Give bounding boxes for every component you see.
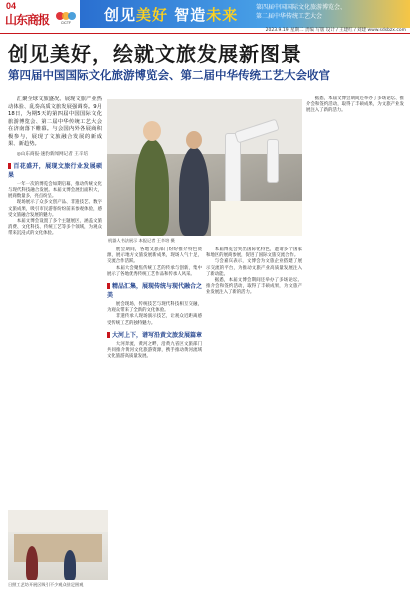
masthead: [0, 0, 410, 33]
section-title-1-text: 百花盛开，展现文旅行业发展硕果: [8, 162, 102, 179]
banner-sub-line-2: 第二届中华传统工艺大会: [256, 13, 323, 20]
slogan-part-3: 智造: [174, 6, 207, 24]
paragraph: 现场展示了众多文创产品、非遗技艺、数字文旅成果，吸引市民游客纷纷前来参观体验，感受文旅融合发展的魅力。: [8, 200, 102, 218]
column-1: [8, 96, 102, 508]
page-number: 04: [6, 1, 17, 11]
paragraph: 据悉，本届文博会期间还举办了多场论坛、推介会和签约活动，取得了丰硕成果，为文旅产业发展注入了新的活力。: [306, 96, 404, 114]
paper-name: 山东商报: [5, 13, 50, 27]
paragraph: 本届大会聚焦传统工艺的传承与创新，集中展示了各地优秀传统工艺作品和传承人风采。: [107, 265, 202, 277]
slogan-part-2: 美好: [136, 6, 169, 24]
paragraph: 一年一次的博览会如期启幕，推动传统文化与现代科技融合发展。本届文博会展出面积大，展商数量多，亮点纷呈。: [8, 181, 102, 200]
column-4: [306, 96, 404, 582]
byline: ◎山东商报·速豹新闻网记者 王辛培: [16, 151, 89, 157]
dateline-text: 2023.9.19 星期二 责编 写版 设计 / 王建红 / 刘建 www.sdsbzx.com: [265, 28, 406, 33]
paragraph: 非遗传承人现场演示技艺，让观众近距离感受传统工艺的独特魅力。: [107, 314, 202, 326]
paragraph: 展会现场，传统技艺与现代科技相互交融，为观众带来了全新的文化体验。: [107, 302, 202, 314]
paragraph: 本届文博会设置了多个主题展区，涵盖文旅消费、文化科技、传统工艺等多个领域，为观众带来沉浸式的文化体验。: [8, 218, 102, 237]
banner-sub-line-1: 第四届中国国际文化旅游博览会、: [256, 4, 347, 11]
section-title-3-text: 大河上下，谱写沿黄文旅发展篇章: [112, 331, 202, 339]
lead-paragraph: 汇聚全球文旅盛况、展现文旅产业热动体验、乱奏高质文旅发展强调奏。9月18日，为期5天的第四届中国国际文化旅游博览会、第二届中华传统工艺大会在济南落下帷幕。与会国内外各展商积极参与，展现了文旅融合发展的新成果、新趋势。: [8, 96, 102, 147]
slogan-part-4: 未来: [206, 6, 239, 24]
photo-caption: 机器人书法展示 本报记者 王辛培 摄: [108, 238, 175, 243]
column-2: [107, 247, 202, 582]
headline-subtitle: 第四届中国国际文化旅游博览会、第二届中华传统工艺大会收官: [8, 68, 330, 82]
photo-caption-2: 日照工艺坊开展区吸引不少观众驻足围观: [8, 582, 84, 587]
headline-title: 创见美好，绘就文旅发展新图景: [8, 42, 302, 66]
craft-booth-photo: [8, 510, 108, 580]
cictf-text: CICTF: [61, 21, 71, 25]
section-title-1: [8, 161, 102, 179]
section-title-3: [107, 330, 202, 339]
paragraph: 本届博览会突出国际化特色，邀请多个国家和地区的展商参展，促进了国际文旅交流合作。: [206, 247, 302, 259]
dateline: [0, 27, 410, 34]
slogan-part-1: 创见: [104, 6, 137, 24]
cictf-logo-icon: [55, 11, 77, 25]
section-marker-icon: [107, 283, 110, 289]
section-marker-icon: [8, 163, 11, 169]
column-3: [206, 247, 302, 582]
banner-subtitle: [256, 3, 346, 21]
paper-brand: [2, 1, 78, 25]
section-title-2-text: 精品汇集，展现传统与现代融合之美: [107, 283, 202, 300]
paragraph: 与会嘉宾表示，文博会为文旅企业搭建了展示交流的平台，为推动文旅产业高质量发展注入了新动能。: [206, 259, 302, 277]
banner-slogan: [104, 4, 238, 25]
paragraph: 大河奔流，黄河之畔，沿黄九省区文旅部门共同推介黄河文化旅游资源，携手推动黄河流域文化旅游高质量发展。: [107, 341, 202, 360]
paragraph: 展会期间，各地文旅部门纷纷推介特色资源，展示地方文旅发展新成果，现场人气十足，交流合作活跃。: [107, 247, 202, 265]
theme-banner: [80, 0, 410, 28]
section-title-2: [107, 281, 202, 299]
paragraph: 据悉，本届文博会期间还举办了多场论坛、推介会和签约活动，取得了丰硕成果，为文旅产业发展注入了新的活力。: [206, 278, 302, 296]
section-marker-icon: [107, 332, 110, 338]
robot-calligraphy-photo: [107, 99, 302, 236]
